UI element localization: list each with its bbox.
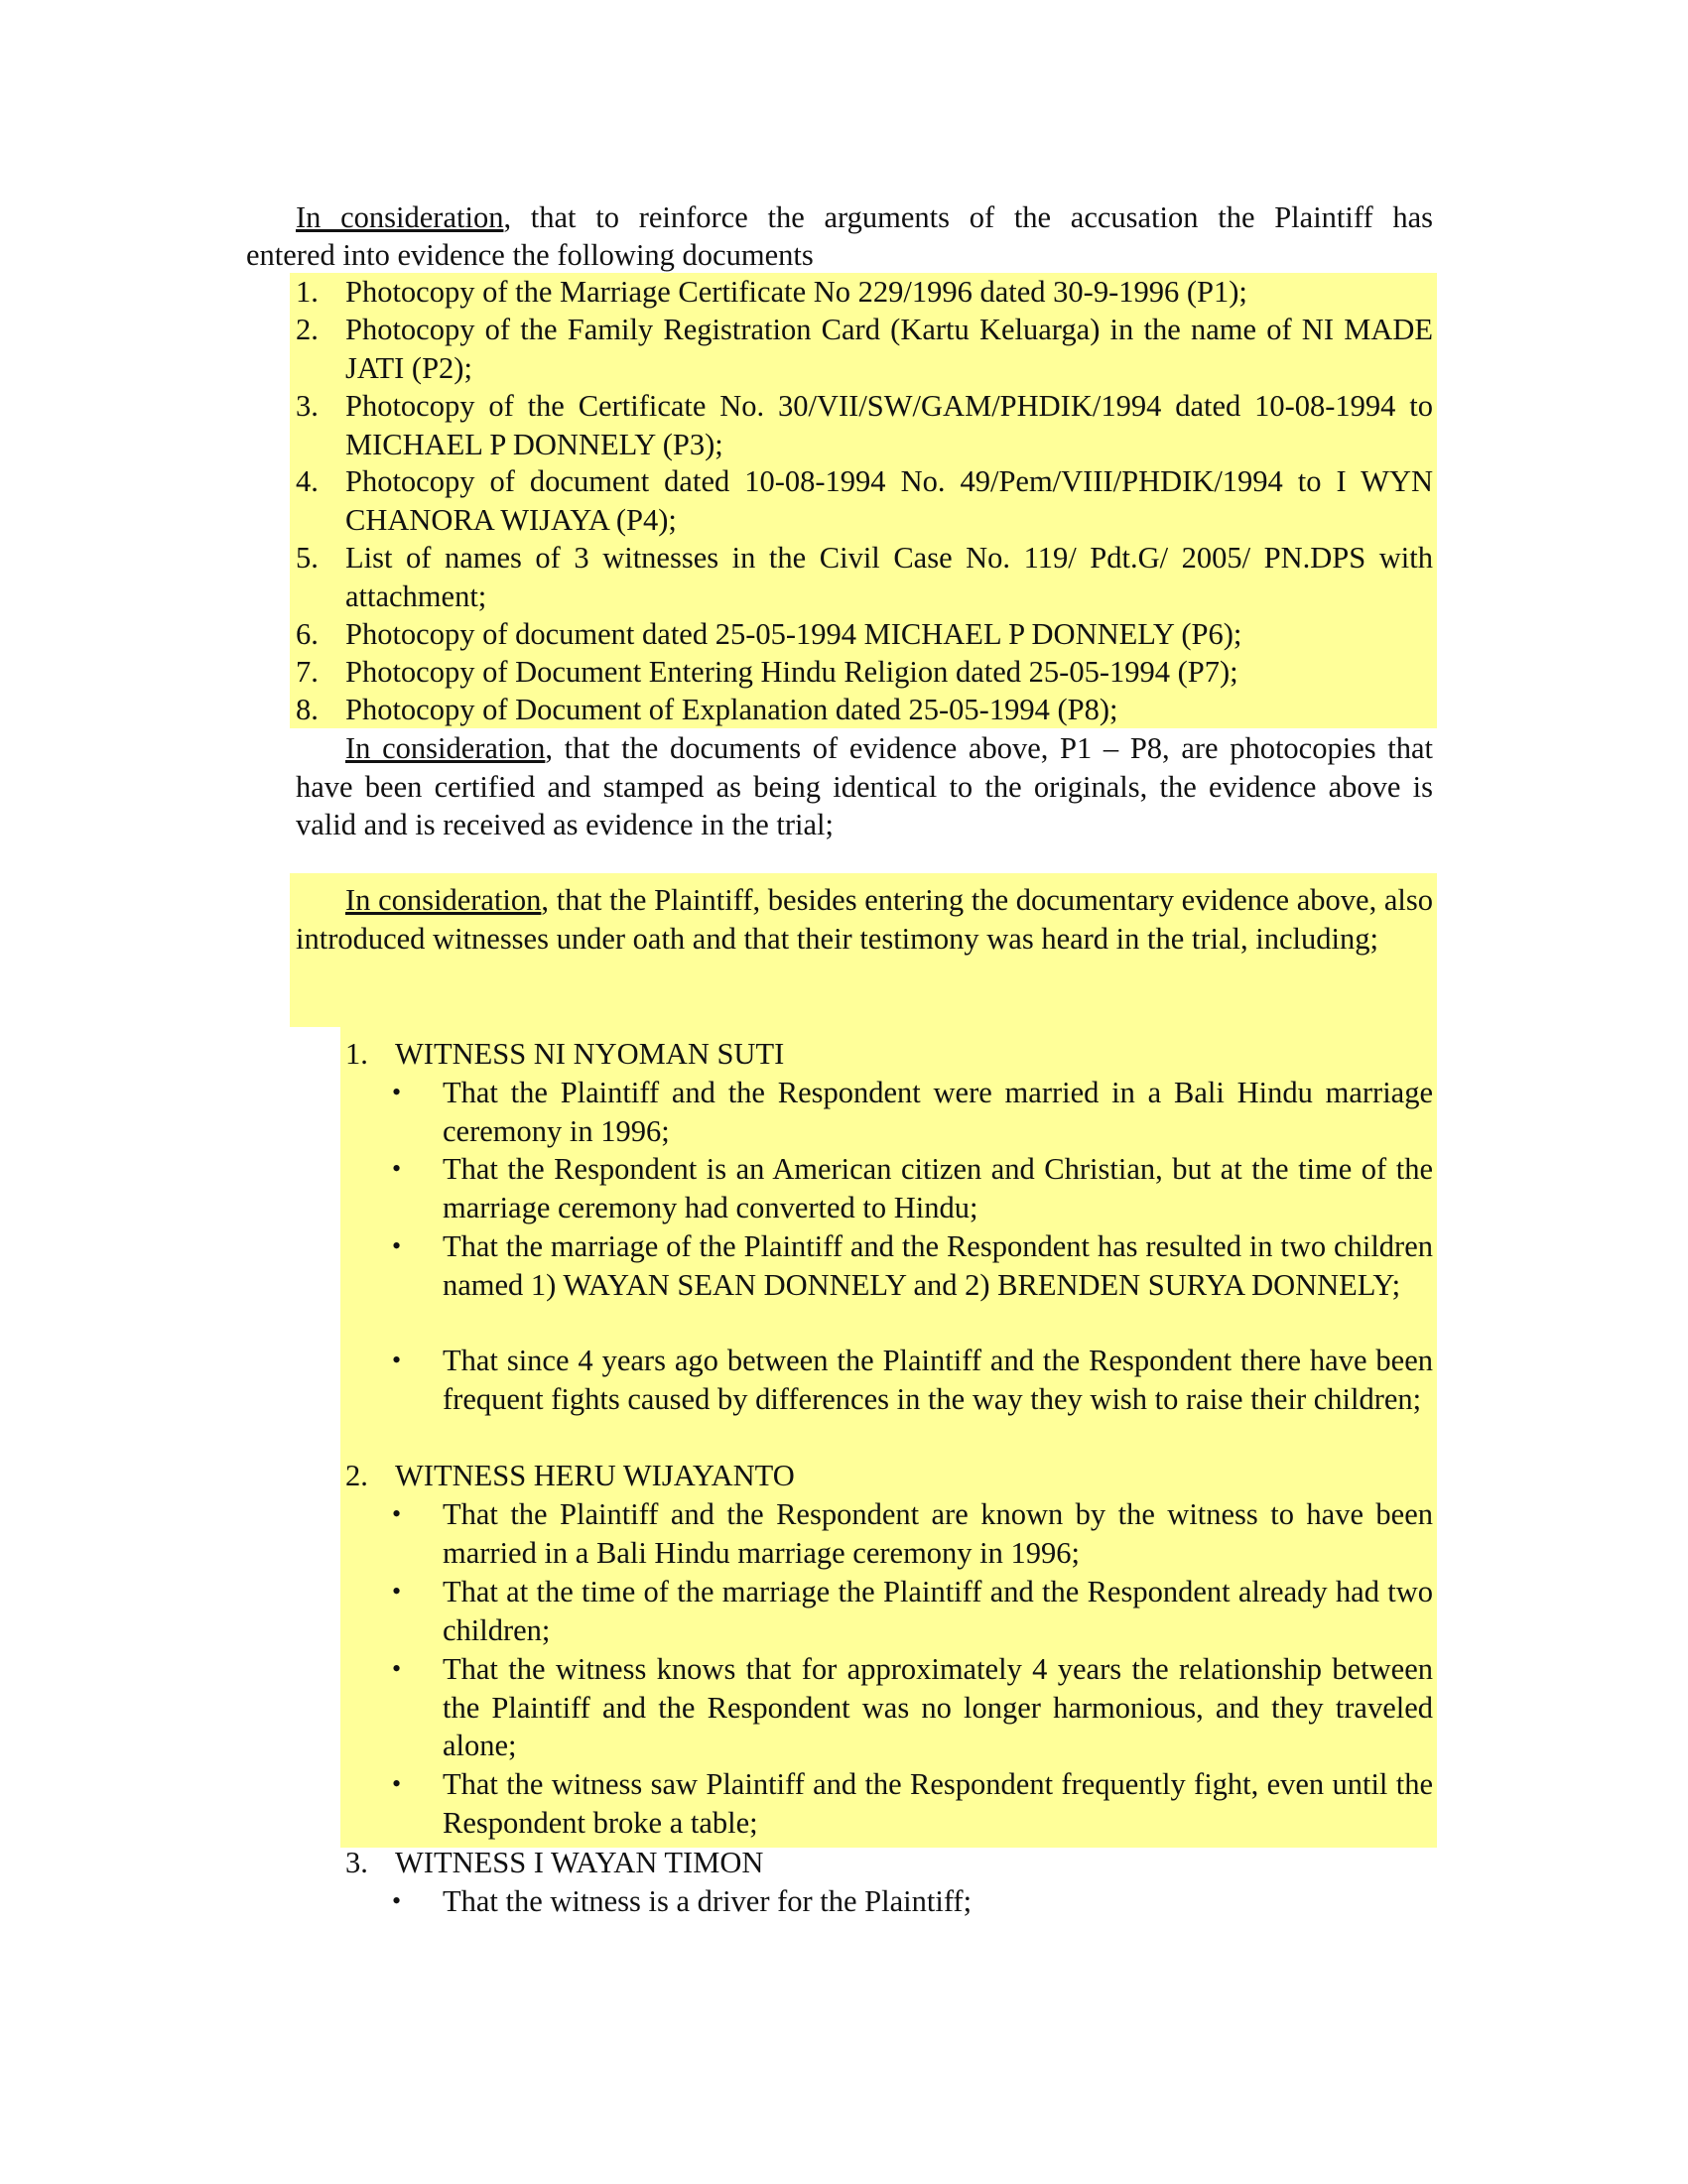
paragraph-3-rest: , that the Plaintiff, besides entering the documentary evidence above, also introduced witnesses under oath and that their testimony was heard in the trial, including; <box>296 883 1433 956</box>
list-item: Photocopy of document dated 10-08-1994 No. 49/Pem/VIII/PHDIK/1994 to I WYN CHANORA WIJAYA (P4); <box>345 464 1433 537</box>
witness-point: That the witness knows that for approximately 4 years the relationship between the Plaintiff and the Respondent was no longer harmonious, and they traveled alone; <box>443 1652 1433 1762</box>
intro-line-2: entered into evidence the following documents <box>246 238 814 272</box>
paragraph-evidence-valid <box>296 729 1433 844</box>
bullet-icon: • <box>392 1577 402 1606</box>
list-item: Photocopy of document dated 25-05-1994 MICHAEL P DONNELY (P6); <box>345 617 1242 651</box>
witness-point: That the Plaintiff and the Respondent were married in a Bali Hindu marriage ceremony in 1996; <box>443 1076 1433 1148</box>
bullet-icon: • <box>392 1654 402 1683</box>
paragraph-3-lead: In consideration <box>345 883 542 917</box>
bullet-icon: • <box>392 1346 402 1374</box>
bullet-icon: • <box>392 1886 402 1915</box>
paragraph-witnesses-intro <box>296 881 1433 958</box>
witness-point: That at the time of the marriage the Plaintiff and the Respondent already had two children; <box>443 1575 1433 1647</box>
list-item-number: 5. <box>296 541 319 575</box>
witness-point: That the marriage of the Plaintiff and the Respondent has resulted in two children named 1) WAYAN SEAN DONNELY and 2) BRENDEN SURYA DONNELY; <box>443 1229 1433 1302</box>
list-item: Photocopy of the Marriage Certificate No 229/1996 dated 30-9-1996 (P1); <box>345 275 1247 309</box>
bullet-icon: • <box>392 1078 402 1106</box>
list-item-number: 4. <box>296 464 319 498</box>
witness-point: That the witness is a driver for the Plaintiff; <box>443 1884 973 1918</box>
intro-rest: , that to reinforce the arguments of the accusation the Plaintiff has <box>503 200 1434 234</box>
witness-point: That the Respondent is an American citizen and Christian, but at the time of the marriage ceremony had converted to Hindu; <box>443 1152 1433 1224</box>
list-item: Photocopy of Document Entering Hindu Religion dated 25-05-1994 (P7); <box>345 655 1238 689</box>
bullet-icon: • <box>392 1769 402 1798</box>
paragraph-2-lead: In consideration <box>345 731 546 765</box>
bullet-icon: • <box>392 1499 402 1528</box>
intro-line-1 <box>296 198 1433 236</box>
witness-number: 2. <box>345 1459 368 1492</box>
witness-number: 1. <box>345 1037 368 1071</box>
intro-lead: In consideration <box>296 200 504 234</box>
list-item-number: 8. <box>296 693 319 726</box>
witness-title: WITNESS I WAYAN TIMON <box>395 1846 764 1879</box>
list-item: Photocopy of Document of Explanation dated 25-05-1994 (P8); <box>345 693 1118 726</box>
list-item: List of names of 3 witnesses in the Civil Case No. 119/ Pdt.G/ 2005/ PN.DPS with attachment; <box>345 541 1433 613</box>
witness-point: That the Plaintiff and the Respondent are known by the witness to have been married in a Bali Hindu marriage ceremony in 1996; <box>443 1497 1433 1570</box>
list-item-number: 6. <box>296 617 319 651</box>
witness-number: 3. <box>345 1846 368 1879</box>
bullet-icon: • <box>392 1154 402 1183</box>
witness-point: That the witness saw Plaintiff and the Respondent frequently fight, even until the Respondent broke a table; <box>443 1767 1433 1840</box>
witness-title: WITNESS NI NYOMAN SUTI <box>395 1037 785 1071</box>
list-item-number: 3. <box>296 389 319 423</box>
witness-title: WITNESS HERU WIJAYANTO <box>395 1459 795 1492</box>
list-item: Photocopy of the Certificate No. 30/VII/SW/GAM/PHDIK/1994 dated 10-08-1994 to MICHAEL P DONNELY (P3); <box>345 389 1433 461</box>
paragraph-2-rest: , that the documents of evidence above, P1 – P8, are photocopies that have been certified and stamped as being identical to the originals, the evidence above is valid and is received as evidence in the trial; <box>296 731 1434 841</box>
list-item-number: 2. <box>296 313 319 346</box>
bullet-icon: • <box>392 1231 402 1260</box>
list-item: Photocopy of the Family Registration Card (Kartu Keluarga) in the name of NI MADE JATI (P2); <box>345 313 1433 385</box>
list-item-number: 1. <box>296 275 319 309</box>
list-item-number: 7. <box>296 655 319 689</box>
witness-point: That since 4 years ago between the Plaintiff and the Respondent there have been frequent fights caused by differences in the way they wish to raise their children; <box>443 1344 1433 1416</box>
